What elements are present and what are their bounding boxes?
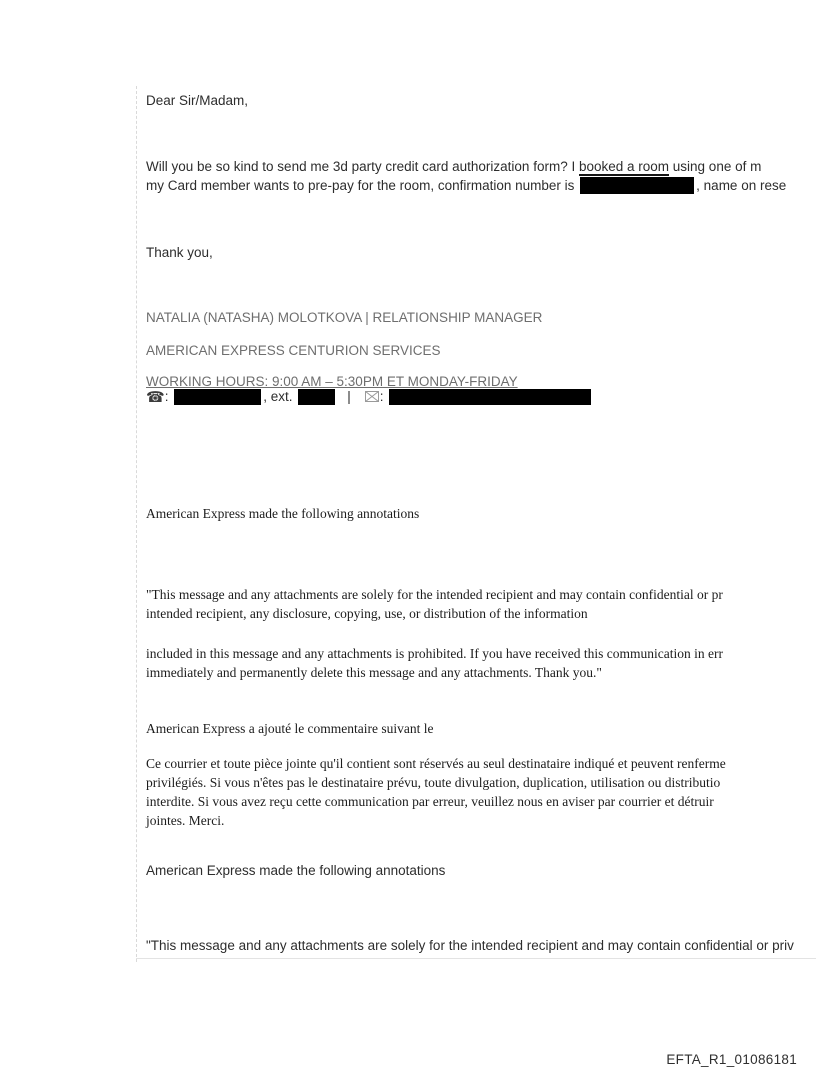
left-margin-guide-line: [136, 86, 137, 962]
signature-company: AMERICAN EXPRESS CENTURION SERVICES: [146, 343, 441, 358]
body-line-1-tail: using one of m: [669, 159, 762, 174]
booked-a-room-underlined-text: booked a room: [578, 159, 670, 174]
contact-divider: |: [347, 389, 351, 404]
confirmation-number-redaction-bar: [580, 177, 694, 194]
disclaimer-fr-line2: privilégiés. Si vous n'êtes pas le destinataire prévu, toute divulgation, duplication, utilisation ou distributio: [146, 775, 721, 790]
disclaimer-fr-line4: jointes. Merci.: [146, 813, 225, 828]
annotation-heading-french: American Express a ajouté le commentaire suivant le: [146, 721, 434, 736]
body-line-2-tail: , name on rese: [696, 178, 787, 193]
body-line-2: [146, 177, 786, 194]
disclaimer-en-para1-line1: "This message and any attachments are solely for the intended recipient and may contain confidential or pr: [146, 587, 723, 602]
annotation-heading-sans: American Express made the following annotations: [146, 863, 446, 878]
disclaimer-fr-line3: interdite. Si vous avez reçu cette communication par erreur, veuillez nous en aviser par courrier et détruir: [146, 794, 714, 809]
closing-line: Thank you,: [146, 245, 213, 260]
body-line-1-text: Will you be so kind to send me 3d party credit card authorization form? I: [146, 159, 579, 174]
body-line-2-text: my Card member wants to pre-pay for the room, confirmation number is: [146, 178, 579, 193]
phone-icon: ☎: [146, 389, 165, 406]
body-line-1: [146, 159, 761, 175]
disclaimer-en-para2-line2: immediately and permanently delete this message and any attachments. Thank you.": [146, 665, 602, 680]
signature-working-hours: WORKING HOURS: 9:00 AM – 5:30PM ET MONDAY-FRIDAY: [146, 374, 518, 389]
phone-separator: :: [164, 389, 169, 404]
disclaimer-sans-line1: "This message and any attachments are solely for the intended recipient and may contain confidential or priv: [146, 938, 794, 953]
annotation-heading-serif: American Express made the following annotations: [146, 506, 420, 521]
email-address-redaction-bar: [389, 389, 591, 405]
signature-name-title: NATALIA (NATASHA) MOLOTKOVA | RELATIONSHIP MANAGER: [146, 310, 543, 325]
ext-label: , ext.: [263, 389, 293, 404]
greeting-line: Dear Sir/Madam,: [146, 93, 249, 108]
extension-redaction-bar: [298, 389, 335, 405]
footer-hairline-rule: [136, 958, 816, 959]
disclaimer-fr-line1: Ce courrier et toute pièce jointe qu'il contient sont réservés au seul destinataire indiqué et peuvent renferme: [146, 756, 726, 771]
bates-number: EFTA_R1_01086181: [666, 1052, 797, 1067]
phone-number-redaction-bar: [174, 389, 261, 405]
email-separator: :: [379, 389, 384, 404]
disclaimer-en-para2-line1: included in this message and any attachments is prohibited. If you have received this communication in err: [146, 646, 723, 661]
envelope-icon: [365, 391, 379, 402]
signature-contact-line: [146, 389, 593, 407]
disclaimer-en-para1-line2: intended recipient, any disclosure, copying, use, or distribution of the information: [146, 606, 588, 621]
